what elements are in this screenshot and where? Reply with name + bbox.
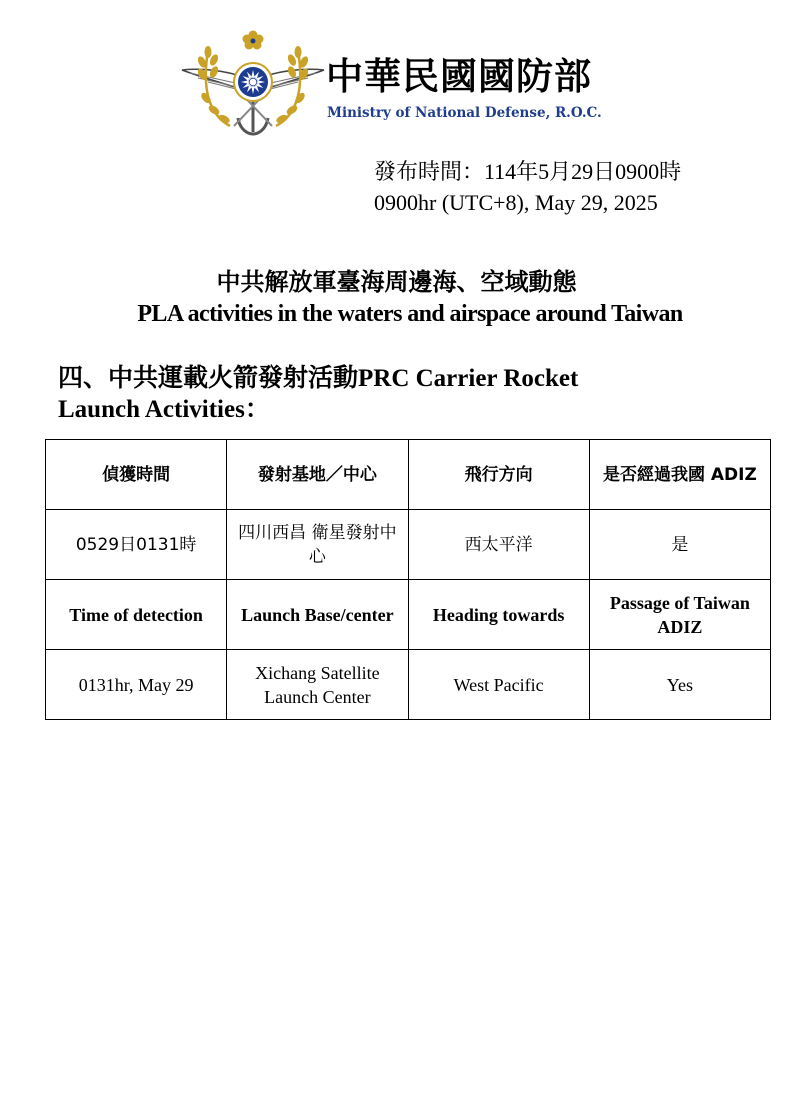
release-time-en: 0900hr (UTC+8), May 29, 2025 xyxy=(374,190,658,215)
page-title-cn: 中共解放軍臺海周邊海、空域動態 xyxy=(216,268,577,296)
table-row xyxy=(46,510,771,580)
header-cell: 發射基地／中心 xyxy=(227,440,408,510)
table-cell: 0131hr, May 29 xyxy=(46,650,227,720)
table-cell: West Pacific xyxy=(408,650,589,720)
header-cell: Heading towards xyxy=(408,580,589,650)
table-header-row-en xyxy=(46,580,771,650)
table-cell: 西太平洋 xyxy=(408,510,589,580)
launch-activities-table xyxy=(45,439,771,720)
org-name-cn: 中華民國國防部 xyxy=(326,55,592,98)
header-cell: Time of detection xyxy=(46,580,227,650)
table-cell: 四川西昌 衛星發射中心 xyxy=(227,510,408,580)
header-cell: Launch Base/center xyxy=(227,580,408,650)
page-title-en: PLA activities in the waters and airspace around Taiwan xyxy=(137,301,683,327)
mnd-emblem-icon xyxy=(178,26,328,144)
org-name-en: Ministry of National Defense, R.O.C. xyxy=(327,105,602,121)
header-cell: 偵獲時間 xyxy=(46,440,227,510)
table-cell: Xichang Satellite Launch Center xyxy=(227,650,408,720)
header-cell: 飛行方向 xyxy=(408,440,589,510)
section-heading: 四、中共運載火箭發射活動PRC Carrier Rocket xyxy=(58,365,579,392)
table-cell: 0529日0131時 xyxy=(46,510,227,580)
header-cell: Passage of Taiwan ADIZ xyxy=(589,580,770,650)
table-header-row-cn xyxy=(46,440,771,510)
table-cell: Yes xyxy=(589,650,770,720)
table-cell: 是 xyxy=(589,510,770,580)
section-heading-cont: Launch Activities： xyxy=(58,396,270,423)
table-row xyxy=(46,650,771,720)
release-time-cn: 發布時間：114年5月29日0900時 xyxy=(374,159,682,184)
header-cell: 是否經過我國 ADIZ xyxy=(589,440,770,510)
